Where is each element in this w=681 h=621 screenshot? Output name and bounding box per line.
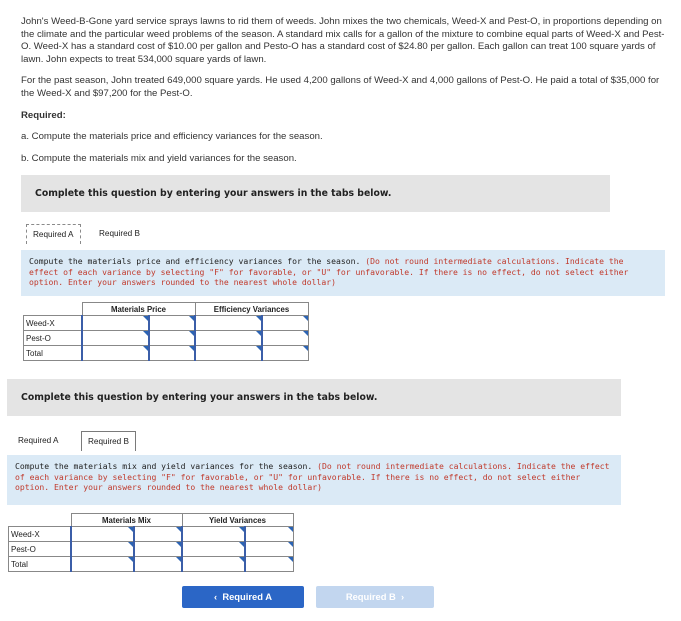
chevron-left-icon: ‹: [213, 591, 218, 602]
next-button-label: Required B: [345, 591, 396, 602]
panel1-weedx-efficiency-input[interactable]: [195, 316, 262, 331]
table-row: [9, 527, 294, 542]
panel2-total-yield-fu-select[interactable]: [245, 557, 293, 572]
panel1-row-label: Weed-X: [24, 316, 83, 331]
table-row: [9, 557, 294, 572]
panel1-tab-required-b[interactable]: Required B: [99, 229, 140, 238]
table-row: [9, 542, 294, 557]
panel1-row-label: Total: [24, 346, 83, 361]
panel2-header-blank: [9, 514, 72, 527]
panel2-tab-required-b[interactable]: Required B: [81, 431, 136, 451]
panel2-row-label: Weed-X: [9, 527, 72, 542]
table-row: [24, 346, 309, 361]
panel1-tab-required-a[interactable]: Required A: [26, 224, 81, 244]
panel2-weedx-mix-input[interactable]: [71, 527, 134, 542]
panel2-total-mix-input[interactable]: [71, 557, 134, 572]
required-b-text: b. Compute the materials mix and yield variances for the season.: [21, 152, 297, 164]
panel2-instruction-main: Compute the materials mix and yield variances for the season.: [15, 461, 313, 471]
panel2-instructions: [7, 455, 621, 505]
panel1-weedx-efficiency-fu-select[interactable]: [262, 316, 308, 331]
panel2-answer-table: [8, 513, 294, 572]
problem-paragraph-2: For the past season, John treated 649,000 square yards. He used 4,200 gallons of Weed-X and 4,000 gallons of Pest-O. He paid a total of $35,000 for the Weed-X and $97,200 for the Pest-O.: [21, 75, 660, 99]
panel2-row-label: Pest-O: [9, 542, 72, 557]
required-heading: Required:: [21, 109, 66, 121]
previous-required-a-button[interactable]: [182, 586, 304, 608]
panel1-instruction-note: (Do not round intermediate calculations. Indicate the effect of each variance by selecting "F" for favorable, or "U" for unfavorable. If there is no effect, do not select either option. Enter your answers rounded to the nearest whole dollar): [29, 256, 629, 287]
panel2-total-mix-fu-select[interactable]: [134, 557, 182, 572]
panel1-header-blank: [24, 303, 83, 316]
panel1-pesto-price-input[interactable]: [82, 331, 149, 346]
panel2-tab-required-a[interactable]: Required A: [18, 436, 59, 445]
panel2-heading: Complete this question by entering your answers in the tabs below.: [7, 379, 621, 416]
panel2-row-label: Total: [9, 557, 72, 572]
panel2-instruction-note: (Do not round intermediate calculations. Indicate the effect of each variance by selecting "F" for favorable, or "U" for unfavorable. If there is no effect, do not select either option. Enter your answers rounded to the nearest whole dollar): [15, 461, 610, 492]
required-a-text: a. Compute the materials price and efficiency variances for the season.: [21, 131, 323, 143]
panel1-pesto-efficiency-input[interactable]: [195, 331, 262, 346]
previous-button-label: Required A: [222, 591, 272, 602]
table-row: [24, 316, 309, 331]
panel1-answer-table: [23, 302, 309, 361]
chevron-right-icon: ›: [401, 591, 405, 602]
panel1-weedx-price-input[interactable]: [82, 316, 149, 331]
panel1-col-header-efficiency: Efficiency Variances: [195, 303, 308, 316]
problem-text: [21, 16, 669, 174]
panel2-pesto-mix-input[interactable]: [71, 542, 134, 557]
problem-paragraph-1: John's Weed-B-Gone yard service sprays lawns to rid them of weeds. John mixes the two chemicals, Weed-X and Pest-O, in proportions depending on the climate and the particular weed problems of the season. A standard mix calls for a gallon of the mixture to combine equal parts of Weed-X and Pest-O. Weed-X has a standard cost of $10.00 per gallon and Pesto-O has a standard cost of $24.80 per gallon. Each gallon can treat 100 square yards of lawn. John expects to treat 534,000 square yards of lawn.: [21, 16, 665, 65]
panel1-total-efficiency-input[interactable]: [195, 346, 262, 361]
panel2-weedx-yield-fu-select[interactable]: [245, 527, 293, 542]
panel2-weedx-mix-fu-select[interactable]: [134, 527, 182, 542]
panel2-pesto-mix-fu-select[interactable]: [134, 542, 182, 557]
panel2-total-yield-input[interactable]: [182, 557, 245, 572]
panel1-total-price-fu-select[interactable]: [149, 346, 195, 361]
panel1-total-efficiency-fu-select[interactable]: [262, 346, 308, 361]
panel2-col-header-mix: Materials Mix: [71, 514, 182, 527]
panel1-total-price-input[interactable]: [82, 346, 149, 361]
panel1-heading: Complete this question by entering your answers in the tabs below.: [21, 175, 610, 212]
panel1-instruction-main: Compute the materials price and efficiency variances for the season.: [29, 256, 361, 266]
panel1-weedx-price-fu-select[interactable]: [149, 316, 195, 331]
panel1-col-header-price: Materials Price: [82, 303, 195, 316]
panel1-row-label: Pest-O: [24, 331, 83, 346]
panel2-pesto-yield-input[interactable]: [182, 542, 245, 557]
panel1-pesto-price-fu-select[interactable]: [149, 331, 195, 346]
panel2-weedx-yield-input[interactable]: [182, 527, 245, 542]
panel2-col-header-yield: Yield Variances: [182, 514, 293, 527]
table-row: [24, 331, 309, 346]
panel1-instructions: [21, 250, 665, 296]
panel1-pesto-efficiency-fu-select[interactable]: [262, 331, 308, 346]
panel2-pesto-yield-fu-select[interactable]: [245, 542, 293, 557]
next-required-b-button[interactable]: [316, 586, 434, 608]
